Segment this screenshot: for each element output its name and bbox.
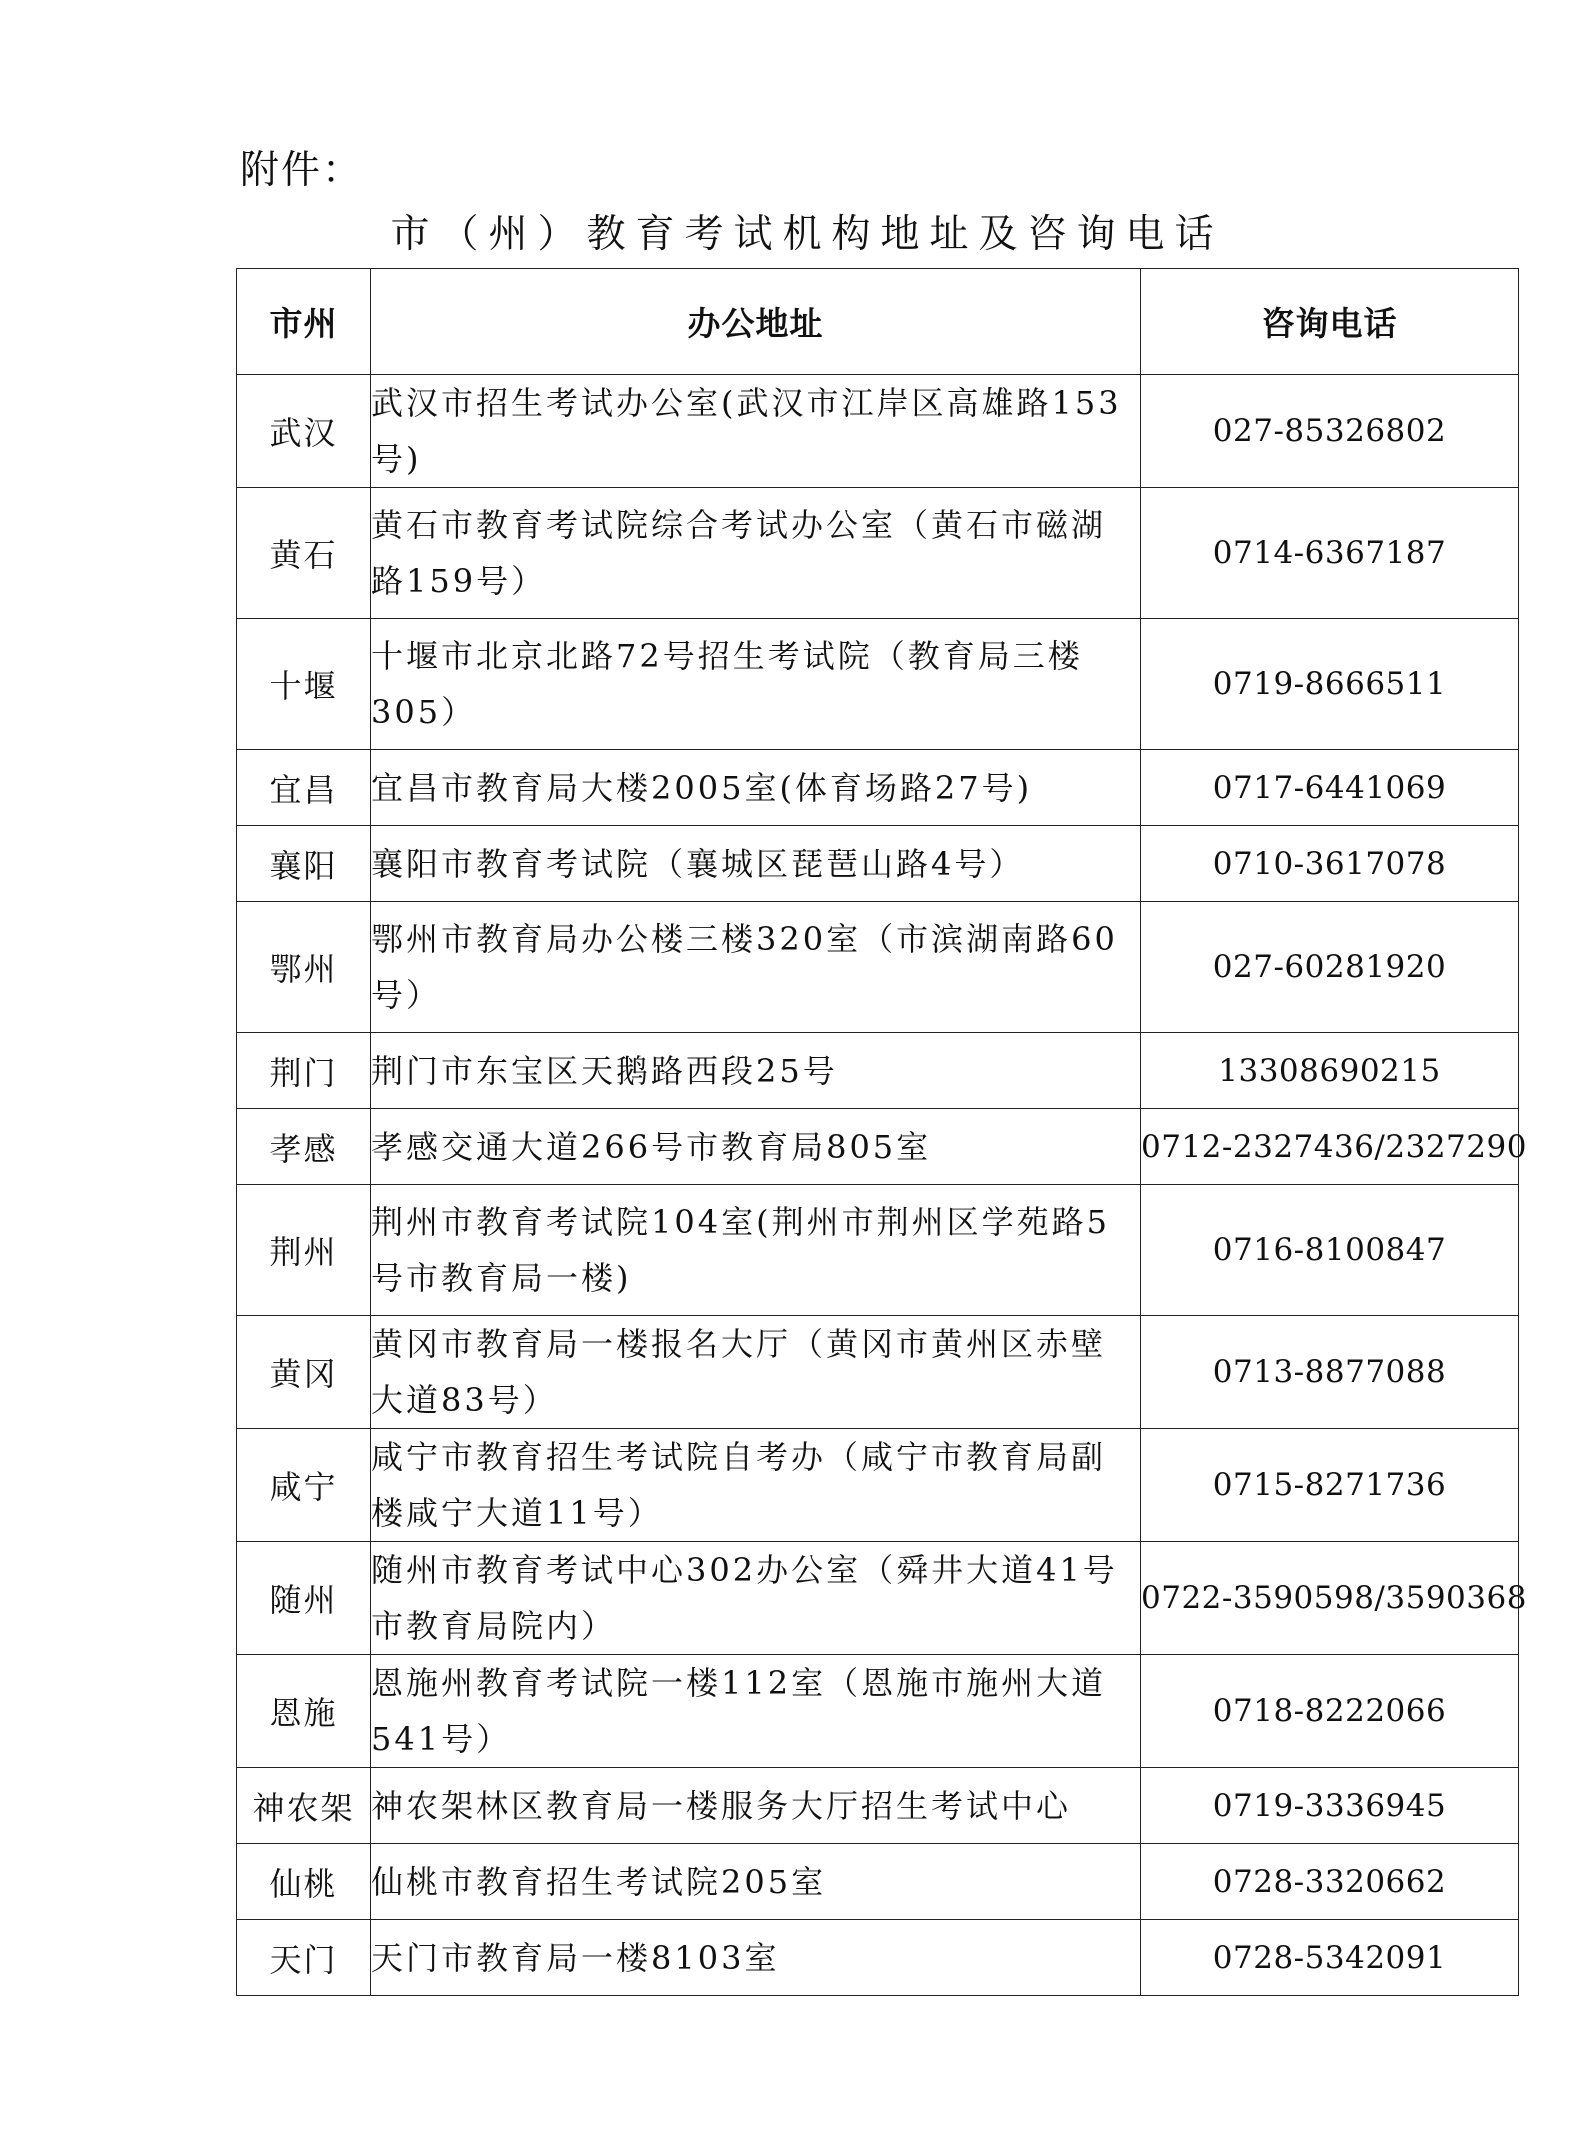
address-cell: 鄂州市教育局办公楼三楼320室（市滨湖南路60号） <box>371 902 1141 1033</box>
city-cell: 荆门 <box>237 1033 371 1109</box>
table-row <box>237 375 1519 488</box>
address-cell: 恩施州教育考试院一楼112室（恩施市施州大道541号） <box>371 1655 1141 1768</box>
phone-cell: 0719-8666511 <box>1141 619 1519 750</box>
city-cell: 鄂州 <box>237 902 371 1033</box>
table-row <box>237 1542 1519 1655</box>
table-row <box>237 1185 1519 1316</box>
city-cell: 襄阳 <box>237 826 371 902</box>
address-cell: 黄冈市教育局一楼报名大厅（黄冈市黄州区赤壁大道83号） <box>371 1316 1141 1429</box>
table-row <box>237 1429 1519 1542</box>
city-cell: 咸宁 <box>237 1429 371 1542</box>
phone-cell: 027-85326802 <box>1141 375 1519 488</box>
city-cell: 随州 <box>237 1542 371 1655</box>
phone-cell: 0722-3590598/3590368 <box>1141 1542 1519 1655</box>
table-row <box>237 1109 1519 1185</box>
document-title: 市（州）教育考试机构地址及咨询电话 <box>390 212 1224 257</box>
address-cell: 咸宁市教育招生考试院自考办（咸宁市教育局副楼咸宁大道11号） <box>371 1429 1141 1542</box>
address-cell: 黄石市教育考试院综合考试办公室（黄石市磁湖路159号） <box>371 488 1141 619</box>
header-phone: 咨询电话 <box>1141 269 1519 375</box>
table-row <box>237 826 1519 902</box>
address-cell: 荆门市东宝区天鹅路西段25号 <box>371 1033 1141 1109</box>
city-cell: 黄石 <box>237 488 371 619</box>
address-cell: 孝感交通大道266号市教育局805室 <box>371 1109 1141 1185</box>
address-cell: 十堰市北京北路72号招生考试院（教育局三楼305） <box>371 619 1141 750</box>
phone-cell: 0712-2327436/2327290 <box>1141 1109 1519 1185</box>
city-cell: 天门 <box>237 1920 371 1996</box>
table-row <box>237 619 1519 750</box>
table-row <box>237 1033 1519 1109</box>
phone-cell: 0713-8877088 <box>1141 1316 1519 1429</box>
address-cell: 宜昌市教育局大楼2005室(体育场路27号) <box>371 750 1141 826</box>
table-row <box>237 1768 1519 1844</box>
table-row <box>237 750 1519 826</box>
phone-cell: 027-60281920 <box>1141 902 1519 1033</box>
table-row <box>237 488 1519 619</box>
city-cell: 恩施 <box>237 1655 371 1768</box>
table-row <box>237 1655 1519 1768</box>
contact-table <box>236 268 1527 1996</box>
header-row <box>237 269 1519 375</box>
city-cell: 武汉 <box>237 375 371 488</box>
phone-cell: 0717-6441069 <box>1141 750 1519 826</box>
table-row <box>237 1844 1519 1920</box>
phone-cell: 0728-3320662 <box>1141 1844 1519 1920</box>
city-cell: 仙桃 <box>237 1844 371 1920</box>
address-cell: 随州市教育考试中心302办公室（舜井大道41号市教育局院内） <box>371 1542 1141 1655</box>
city-cell: 十堰 <box>237 619 371 750</box>
attachment-label: 附件： <box>240 148 364 193</box>
table-row <box>237 1920 1519 1996</box>
phone-cell: 13308690215 <box>1141 1033 1519 1109</box>
address-cell: 天门市教育局一楼8103室 <box>371 1920 1141 1996</box>
phone-cell: 0728-5342091 <box>1141 1920 1519 1996</box>
city-cell: 孝感 <box>237 1109 371 1185</box>
phone-cell: 0715-8271736 <box>1141 1429 1519 1542</box>
phone-cell: 0714-6367187 <box>1141 488 1519 619</box>
city-cell: 神农架 <box>237 1768 371 1844</box>
table-body <box>237 375 1527 1996</box>
address-cell: 仙桃市教育招生考试院205室 <box>371 1844 1141 1920</box>
address-cell: 武汉市招生考试办公室(武汉市江岸区高雄路153号) <box>371 375 1141 488</box>
address-cell: 荆州市教育考试院104室(荆州市荆州区学苑路5号市教育局一楼) <box>371 1185 1141 1316</box>
table-header <box>237 269 1519 375</box>
address-cell: 襄阳市教育考试院（襄城区琵琶山路4号） <box>371 826 1141 902</box>
header-city: 市州 <box>237 269 371 375</box>
city-cell: 宜昌 <box>237 750 371 826</box>
table-row <box>237 902 1519 1033</box>
phone-cell: 0719-3336945 <box>1141 1768 1519 1844</box>
phone-cell: 0716-8100847 <box>1141 1185 1519 1316</box>
phone-cell: 0710-3617078 <box>1141 826 1519 902</box>
phone-cell: 0718-8222066 <box>1141 1655 1519 1768</box>
city-cell: 黄冈 <box>237 1316 371 1429</box>
city-cell: 荆州 <box>237 1185 371 1316</box>
header-address: 办公地址 <box>371 269 1141 375</box>
table-row <box>237 1316 1519 1429</box>
address-cell: 神农架林区教育局一楼服务大厅招生考试中心 <box>371 1768 1141 1844</box>
